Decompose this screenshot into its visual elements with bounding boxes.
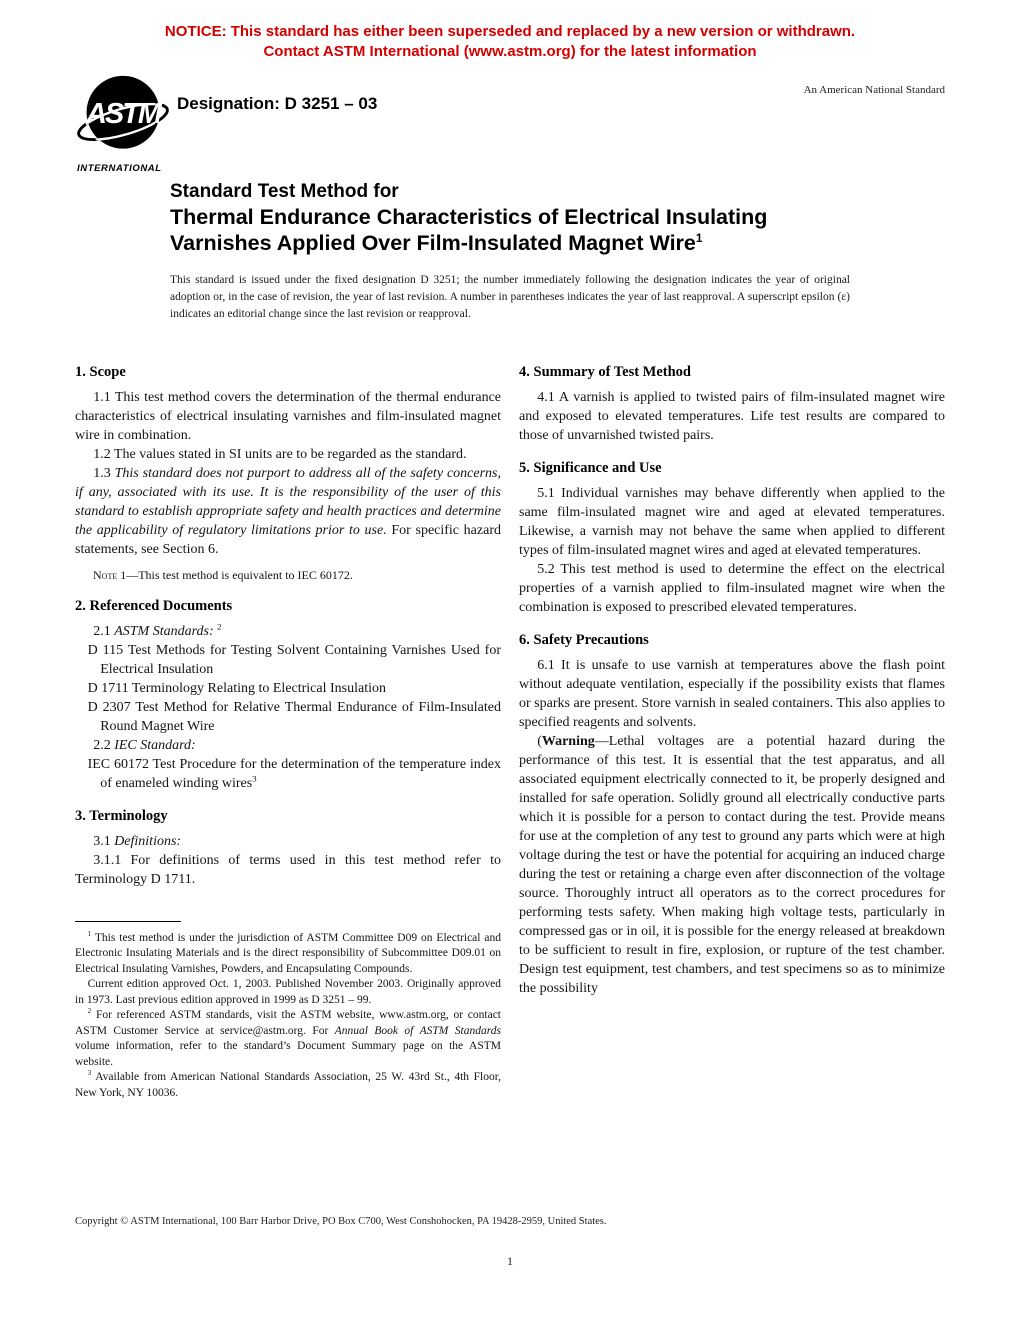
title-footnote-ref: 1 [695,230,703,245]
text-run-sup: 2 [87,1007,92,1016]
section-heading: 3. Terminology [75,807,168,824]
footnote-separator [75,921,181,922]
body-columns [75,349,945,1102]
paragraph: Note 1—This test method is equivalent to IEC 60172. [93,567,353,582]
document-header [75,76,945,178]
text-run-b: Warning [541,733,595,749]
text-run-i: Definitions: [114,833,182,849]
paragraph: D 115 Test Methods for Testing Solvent Containing Varnishes Used for Electrical Insulation [87,642,501,677]
paragraph: 3.1 Definitions: [93,833,182,849]
text-run-sup: 1 [87,929,92,938]
astm-logo-subtitle: INTERNATIONAL [77,162,162,174]
paragraph: IEC 60172 Test Procedure for the determination of the temperature index of enameled winding wires$^3$ [87,756,501,791]
superseded-notice [0,0,1020,62]
title-kicker: Standard Test Method for [170,180,399,202]
section-heading: 2. Referenced Documents [75,597,233,614]
text-run-sup: 3 [87,1069,92,1078]
notice-line-2: Contact ASTM International (www.astm.org) for the latest information [263,42,757,60]
text-run-i: IEC Standard: [114,737,196,753]
title-block [170,180,850,323]
paragraph: D 1711 Terminology Relating to Electrical Insulation [87,680,386,696]
paragraph: 3.1.1 For definitions of terms used in this test method refer to Terminology D 1711. [75,852,501,887]
section-heading: 4. Summary of Test Method [519,363,691,380]
paragraph: (Warning—Lethal voltages are a potential hazard during the performance of this test. It is essential that the test apparatus, and all associated equipment electrically connected to it, be properly designed and installed for safe operation. Solidly ground all electrically conductive parts which it is possible for a person to contact during the test. Provide means for use at the completion of any test to ground any parts which were at high voltage during the test or have the potential for acquiring an induced charge during the test or retaining a charge even after disconnection of the voltage source. Thoroughly intruct all operators as to the correct procedures for performing tests safety. When making high voltage tests, particularly in compressed gas or in oil, it is possible for the energy released at breakdown to be sufficient to result in fire, explosion, or rupture of the test chamber. Design test equipment, test chambers, and test specimens so as to minimize the possibility [519,733,945,996]
footnote: Current edition approved Oct. 1, 2003. Published November 2003. Originally approved in 1973. Last previous edition approved in 1999 as D 3251 – 99. [75,978,501,1006]
paragraph: 5.1 Individual varnishes may behave differently when applied to the same film-insulated magnet wire and aged at elevated temperatures. Likewise, a varnish may not behave the same when applied to different types of film-insulated magnet wires and aged at elevated temperatures. [519,485,945,558]
page-number: 1 [507,1256,513,1268]
text-run-sc: Note [93,567,118,582]
footnotes-block [75,921,501,1102]
astm-logo-icon [75,72,171,164]
paragraph: 5.2 This test method is used to determine the effect on the electrical properties of a varnish applied to film-insulated magnet wire when the combination is exposed to prescribed elevated temperatures. [519,561,945,615]
footnote: $^3$ Available from American National Standards Association, 25 W. 43rd St., 4th Floor, New York, NY 10036. [75,1069,501,1099]
document-section [519,364,945,445]
document-section [519,632,945,998]
right-column [519,349,945,1102]
text-run-i: ASTM Standards: [114,623,214,639]
footnote: $^1$ This test method is under the jurisdiction of ASTM Committee D09 on Electrical and Electronic Insulating Materials and is the direct responsibility of Subcommittee D09.01 on Electrical Insulating Varnishes, Powders, and Encapsulating Compounds. [75,929,501,975]
document-section [75,364,501,583]
footnote: $^2$ For referenced ASTM standards, visit the ASTM website, www.astm.org, or contact ASTM Customer Service at service@astm.org. For Annual Book of ASTM Standards volume information, refer to the standard’s Document Summary page on the ASTM website. [75,1007,501,1068]
paragraph: 2.2 IEC Standard: [93,737,196,753]
document-section [75,808,501,889]
left-column [75,349,501,1102]
standard-preamble: This standard is issued under the fixed designation D 3251; the number immediately following the designation indicates the year of original adoption or, in the case of revision, the year of last revision. A number in parentheses indicates the year of last reapproval. A superscript epsilon (ε) indicates an editorial change since the last revision or reapproval. [170,273,850,320]
notice-line-1: NOTICE: This standard has either been superseded and replaced by a new version or withdrawn. [164,23,856,40]
section-heading: 1. Scope [75,363,126,380]
paragraph: 1.1 This test method covers the determination of the thermal endurance characteristics of electrical insulating varnishes and film-insulated magnet wire in combination. [75,389,501,443]
paragraph: 1.2 The values stated in SI units are to be regarded as the standard. [93,446,467,462]
text-run-i: This standard does not purport to address all of the safety concerns, if any, associated with its use. It is the responsibility of the user of this standard to establish appropriate safety and health practices and determine the applicability of regulatory limitations prior to use. [75,465,502,538]
document-section [519,460,945,617]
text-run-sup: 3 [252,772,257,783]
paragraph: 6.1 It is unsafe to use varnish at temperatures above the flash point without adequate ventilation, especially if the possibility exists that flames or sparks are present. Store varnish in sealed containers. This also applies to specified reagents and solvents. [519,657,945,730]
astm-logo-letters: ASTM [86,97,160,130]
title-line-2-text: Varnishes Applied Over Film-Insulated Magnet Wire [170,230,696,255]
copyright-line: Copyright © ASTM International, 100 Barr Harbor Drive, PO Box C700, West Conshohocken, PA 19428-2959, United States. [75,1216,607,1227]
right-column-sections [519,364,945,998]
footnote-list [75,931,501,1102]
section-heading: 6. Safety Precautions [519,631,649,648]
designation-label: Designation: D 3251 – 03 [177,93,378,113]
paragraph: 2.1 ASTM Standards: $^2$ [93,620,222,639]
astm-logo [75,72,187,174]
left-column-sections [75,364,501,889]
text-run-i: Annual Book of ASTM Standards [334,1024,501,1037]
paragraph: 4.1 A varnish is applied to twisted pairs of film-insulated magnet wire and exposed to elevated temperatures. Life test results are compared to those of unvarnished twisted pairs. [519,389,945,443]
paragraph: 1.3 This standard does not purport to address all of the safety concerns, if any, associated with its use. It is the responsibility of the user of this standard to establish appropriate safety and health practices and determine the applicability of regulatory limitations prior to use. For specific hazard statements, see Section 6. [75,465,502,557]
paragraph: D 2307 Test Method for Relative Thermal Endurance of Film-Insulated Round Magnet Wire [87,699,501,734]
section-heading: 5. Significance and Use [519,459,662,476]
document-section [75,598,501,793]
title-line-1: Thermal Endurance Characteristics of Electrical Insulating [170,204,768,229]
text-run-sup: 2 [217,620,222,631]
title-line-2 [170,230,850,256]
national-standard-note: An American National Standard [803,83,945,96]
